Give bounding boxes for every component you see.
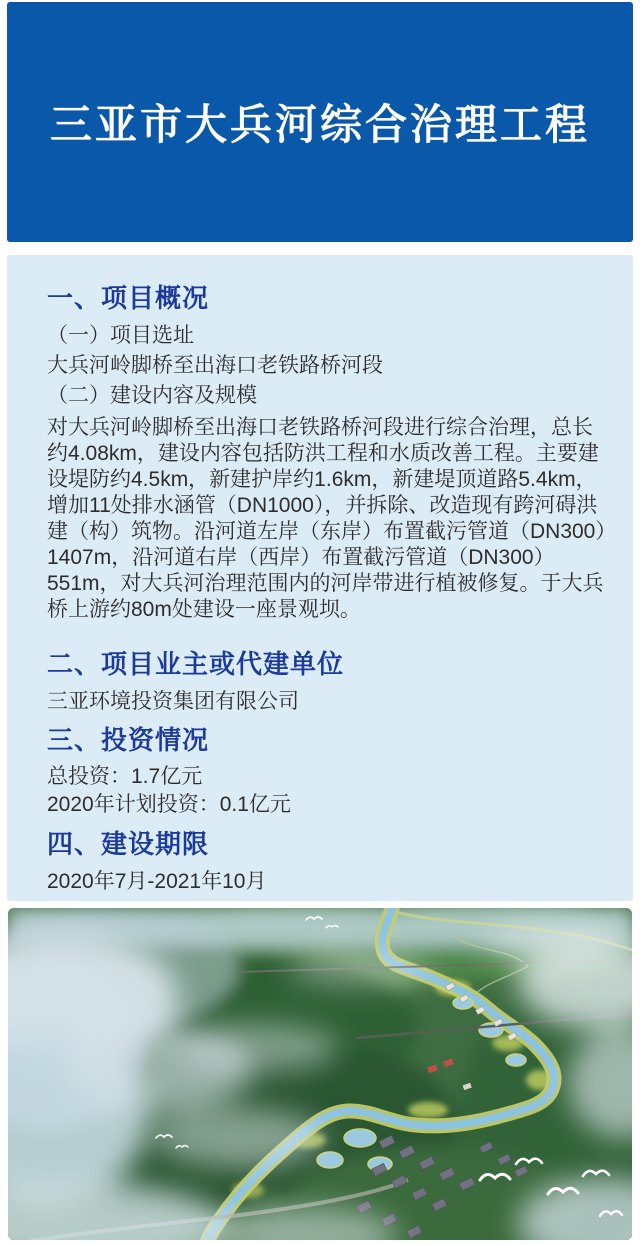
section-owner bbox=[47, 649, 609, 717]
aerial-rendering-illustration bbox=[8, 908, 632, 1240]
investment-heading: 三、投资情况 bbox=[47, 725, 210, 755]
owner-heading: 二、项目业主或代建单位 bbox=[47, 649, 345, 679]
aerial-rendering-image bbox=[8, 908, 632, 1240]
overview-heading: 一、项目概况 bbox=[47, 283, 210, 313]
section-project-overview bbox=[47, 283, 609, 623]
site-label: （一）项目选址 bbox=[47, 324, 194, 347]
title-banner bbox=[7, 2, 633, 242]
page-title: 三亚市大兵河综合治理工程 bbox=[49, 101, 590, 148]
info-panel bbox=[7, 255, 633, 901]
section-investment bbox=[47, 725, 609, 819]
scale-label: （二）建设内容及规模 bbox=[47, 384, 257, 407]
scale-description: 对大兵河岭脚桥至出海口老铁路桥河段进行综合治理，总长约4.08km，建设内容包括防洪工程和水质改善工程。主要建设堤防约4.5km，新建护岸约1.6km，新建堤顶道路5.4km，增加11处排水涵管（DN1000），并拆除、改造现有跨河碍洪建（构）筑物。沿河道左岸（东岸）布置截污管道（DN300）1407m，沿河道右岸（西岸）布置截污管道（DN300）551m，对大兵河治理范围内的河岸带进行植被修复。于大兵桥上游约80m处建设一座景观坝。 bbox=[47, 416, 606, 621]
section-schedule bbox=[47, 829, 609, 897]
construction-period: 2020年7月-2021年10月 bbox=[47, 870, 267, 893]
plan-2020-investment: 2020年计划投资：0.1亿元 bbox=[47, 793, 291, 816]
total-investment: 总投资：1.7亿元 bbox=[47, 765, 203, 788]
schedule-heading: 四、建设期限 bbox=[47, 829, 210, 859]
owner-company: 三亚环境投资集团有限公司 bbox=[47, 690, 299, 713]
site-value: 大兵河岭脚桥至出海口老铁路桥河段 bbox=[47, 354, 383, 377]
